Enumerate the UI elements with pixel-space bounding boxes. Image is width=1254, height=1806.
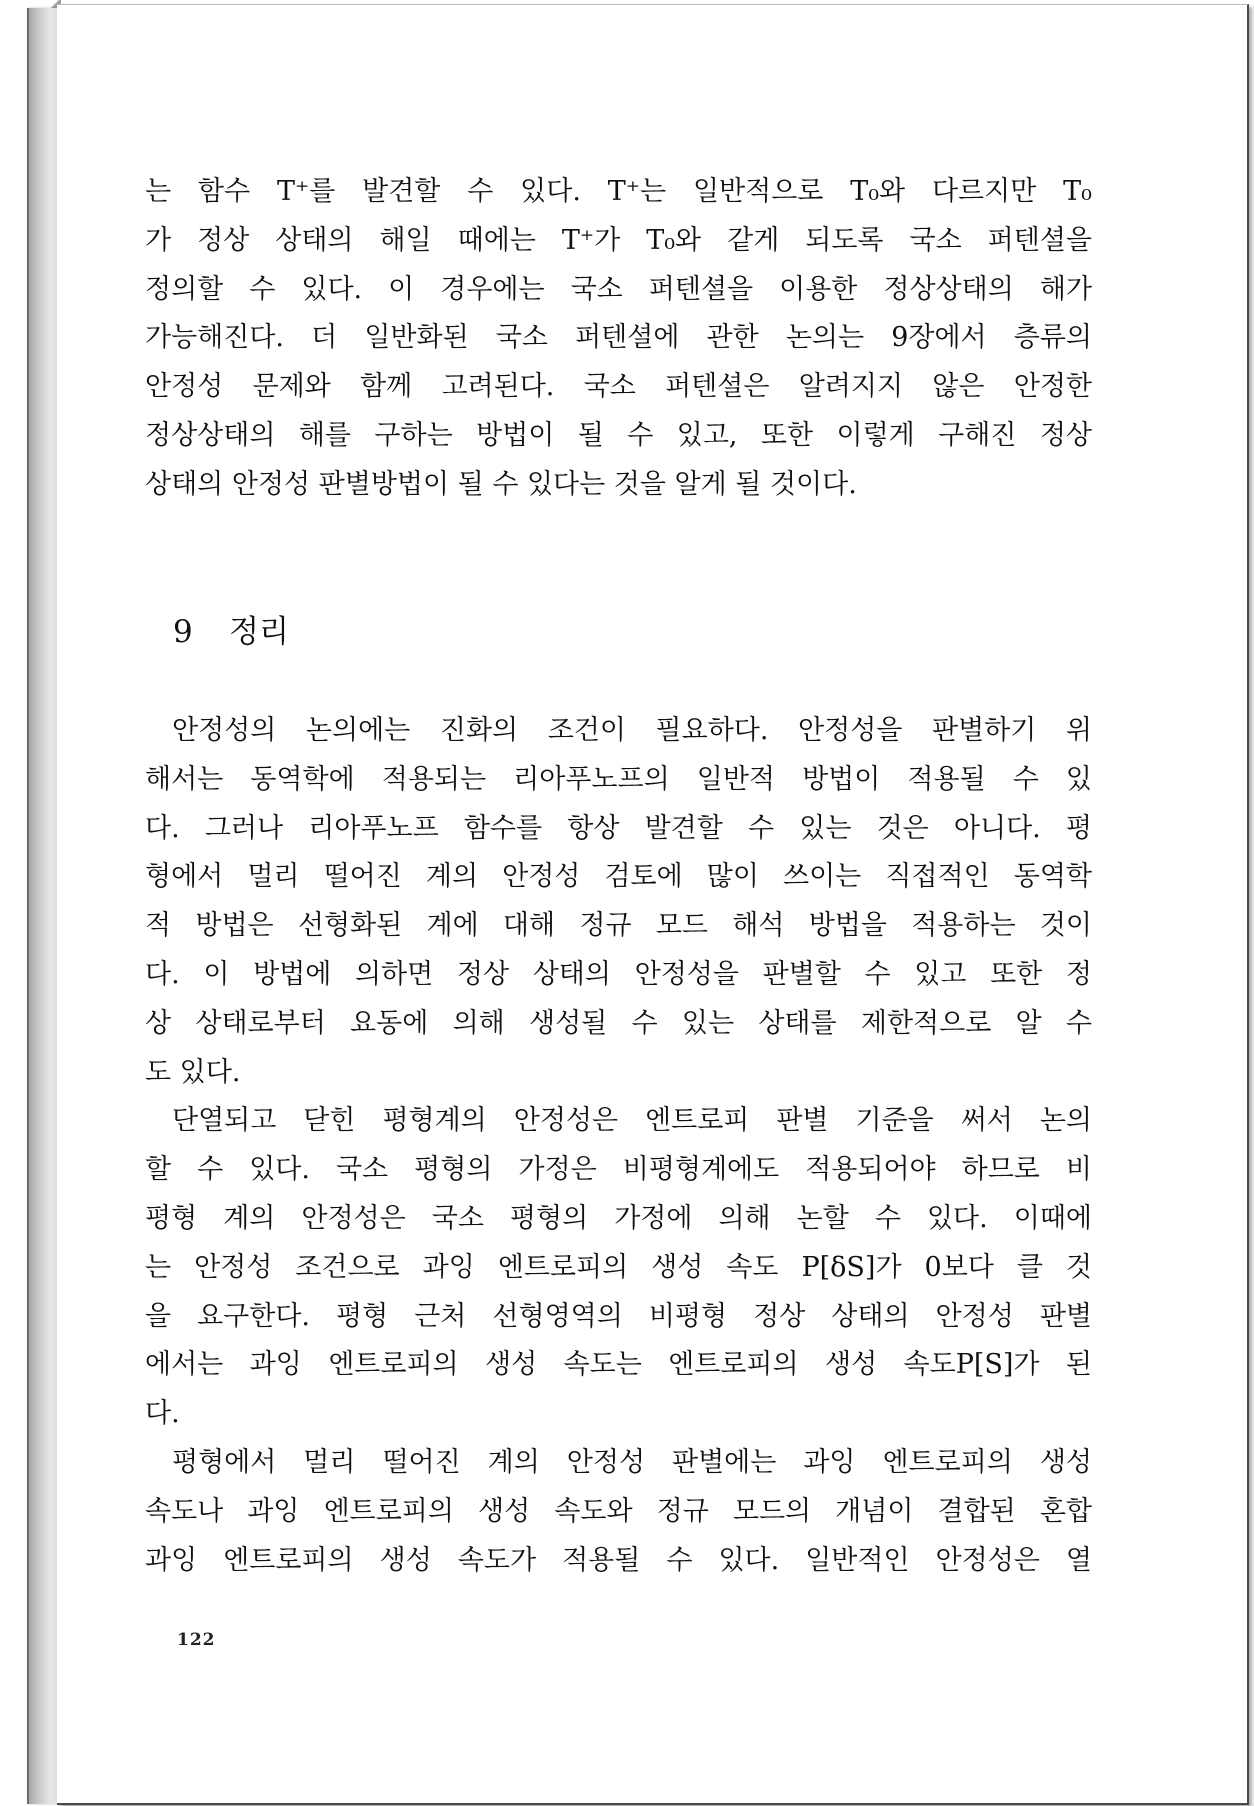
text-line: 정상상태의 해를 구하는 방법이 될 수 있고, 또한 이렇게 구해진 정상: [145, 419, 1092, 451]
text-line: 안정성 문제와 함께 고려된다. 국소 퍼텐셜은 알려지지 않은 안정한: [145, 371, 1092, 403]
section-title: 정리: [229, 614, 289, 650]
text-line: 다. 이 방법에 의하면 정상 상태의 안정성을 판별할 수 있고 또한 정: [145, 958, 1092, 990]
text-line: 형에서 멀리 떨어진 계의 안정성 검토에 많이 쓰이는 직접적인 동역학: [145, 861, 1092, 893]
page-number: 122: [177, 1630, 216, 1650]
text-line: 다.: [145, 1398, 180, 1430]
text-line: 평형 계의 안정성은 국소 평형의 가정에 의해 논할 수 있다. 이때에: [145, 1202, 1092, 1234]
text-line: 정의할 수 있다. 이 경우에는 국소 퍼텐셜을 이용한 정상상태의 해가: [145, 273, 1092, 305]
section-number: 9: [173, 614, 193, 650]
text-line: 할 수 있다. 국소 평형의 가정은 비평형계에도 적용되어야 하므로 비: [145, 1154, 1092, 1186]
text-line: 과잉 엔트로피의 생성 속도가 적용될 수 있다. 일반적인 안정성은 열: [145, 1544, 1092, 1576]
text-line: 을 요구한다. 평형 근처 선형영역의 비평형 정상 상태의 안정성 판별: [145, 1300, 1092, 1332]
intro-paragraph: [145, 168, 1092, 510]
text-line: 평형에서 멀리 떨어진 계의 안정성 판별에는 과잉 엔트로피의 생성: [172, 1446, 1092, 1478]
text-line: 가능해진다. 더 일반화된 국소 퍼텐셜에 관한 논의는 9장에서 층류의: [145, 322, 1092, 354]
text-line: 상태의 안정성 판별방법이 될 수 있다는 것을 알게 될 것이다.: [145, 468, 857, 500]
text-line: 다. 그러나 리아푸노프 함수를 항상 발견할 수 있는 것은 아니다. 평: [145, 812, 1092, 844]
text-line: 단열되고 닫힌 평형계의 안정성은 엔트로피 판별 기준을 써서 논의: [172, 1105, 1092, 1137]
text-line: 상 상태로부터 요동에 의해 생성될 수 있는 상태를 제한적으로 알 수: [145, 1007, 1092, 1039]
section-heading: [173, 606, 289, 651]
text-line: 는 함수 T⁺를 발견할 수 있다. T⁺는 일반적으로 T₀와 다르지만 T₀: [145, 176, 1092, 207]
text-line: 해서는 동역학에 적용되는 리아푸노프의 일반적 방법이 적용될 수 있: [145, 763, 1092, 795]
text-line: 에서는 과잉 엔트로피의 생성 속도는 엔트로피의 생성 속도P[S]가 된: [145, 1349, 1092, 1381]
text-line: 도 있다.: [145, 1056, 241, 1088]
text-line: 속도나 과잉 엔트로피의 생성 속도와 정규 모드의 개념이 결합된 혼합: [145, 1495, 1092, 1527]
text-line: 안정성의 논의에는 진화의 조건이 필요하다. 안정성을 판별하기 위: [172, 715, 1092, 746]
book-spine: [27, 8, 59, 1804]
summary-section-body: [145, 707, 1092, 1585]
text-line: 적 방법은 선형화된 계에 대해 정규 모드 해석 방법을 적용하는 것이: [145, 910, 1092, 942]
text-line: 가 정상 상태의 해일 때에는 T⁺가 T₀와 같게 되도록 국소 퍼텐셜을: [145, 224, 1092, 256]
text-line: 는 안정성 조건으로 과잉 엔트로피의 생성 속도 P[δS]가 0보다 클 것: [145, 1251, 1092, 1283]
